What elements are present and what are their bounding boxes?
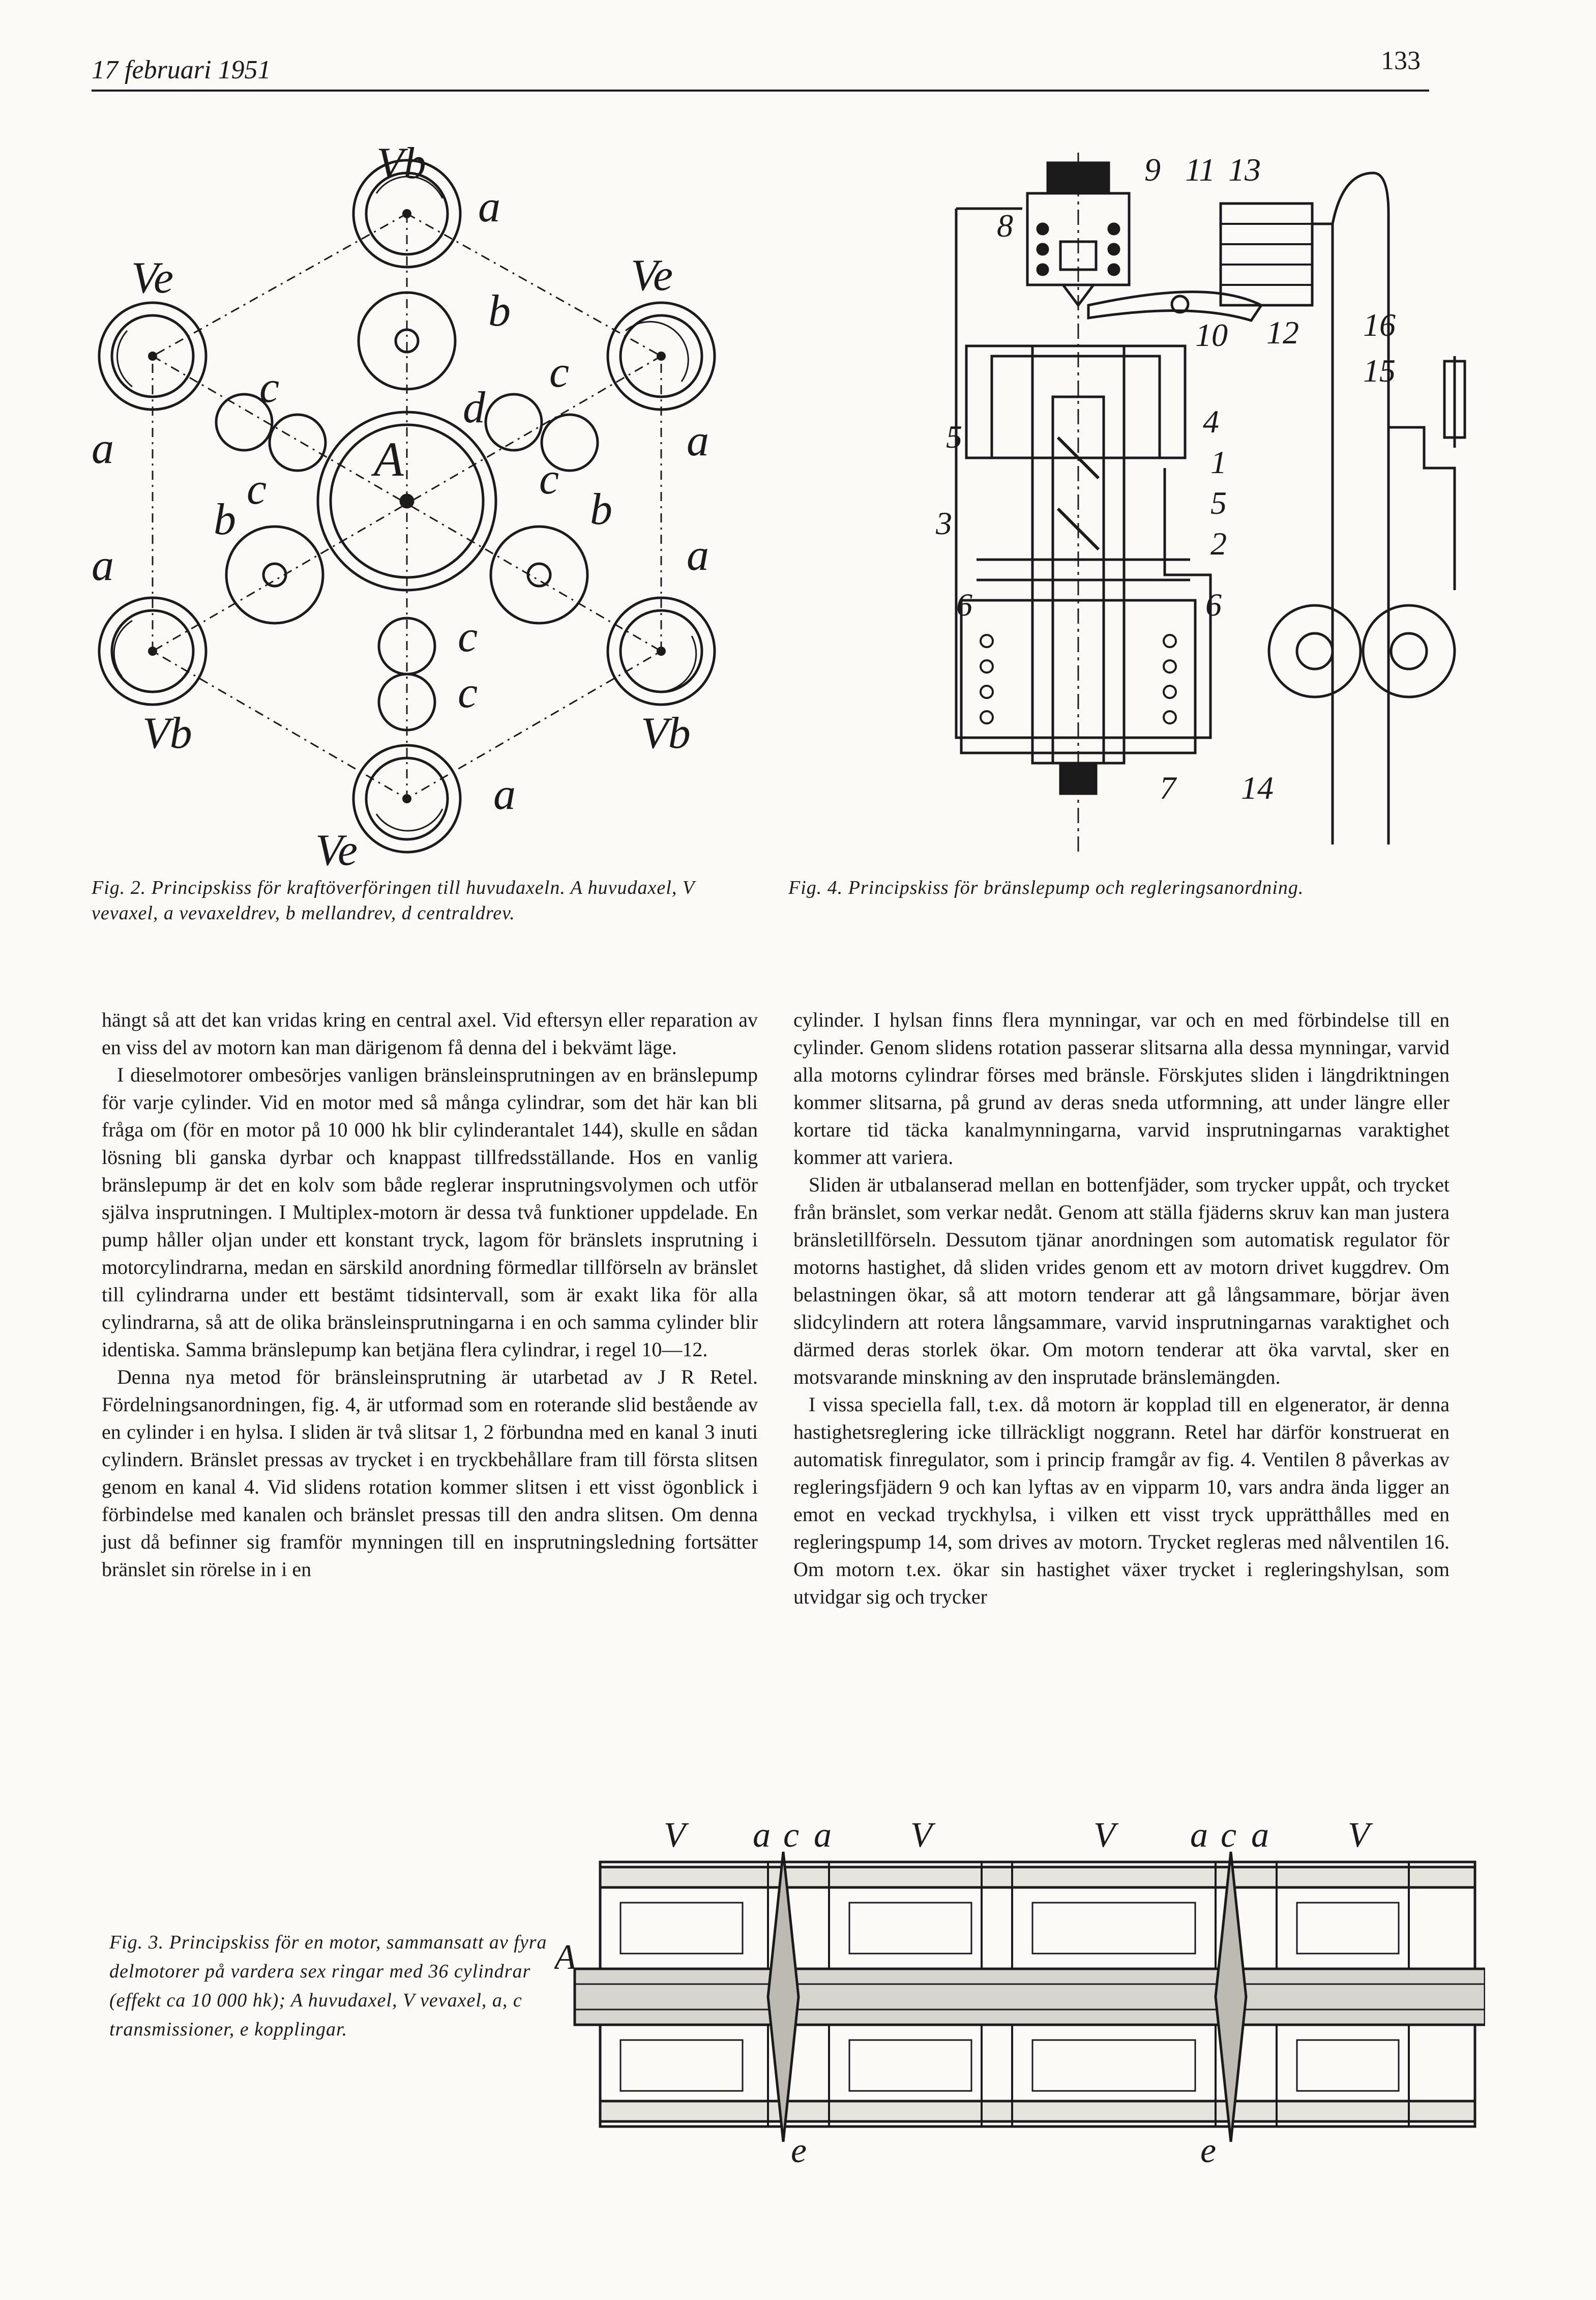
- header-rule: [92, 90, 1429, 92]
- fig2-label-a-left: a: [92, 424, 114, 473]
- fig3-label-c-2: c: [1221, 1821, 1237, 1855]
- fig3-label-e-2: e: [1200, 2131, 1217, 2167]
- fig2-label-c-center-upper: c: [458, 612, 478, 661]
- fig4-label-15: 15: [1363, 353, 1396, 389]
- fig4-label-10: 10: [1195, 317, 1228, 353]
- fig3-label-v-2: V: [910, 1821, 932, 1855]
- fig2-label-d: d: [463, 383, 485, 432]
- fig3-label-a-3: a: [1190, 1821, 1208, 1855]
- fig4-label-12: 12: [1266, 314, 1299, 351]
- fig3-label-main-shaft: A: [554, 1938, 576, 1977]
- fig2-label-c-center-lower: c: [458, 668, 478, 717]
- fig3-label-e-1: e: [791, 2131, 807, 2167]
- fig2-label-c-right: c: [549, 347, 570, 397]
- fig4-label-7: 7: [1160, 770, 1176, 806]
- fig2-label-a-right: a: [687, 416, 709, 465]
- issue-date: 17 februari 1951: [92, 55, 271, 84]
- fig4-label-5-left: 5: [946, 419, 962, 455]
- fig4-label-6-right: 6: [1205, 587, 1222, 623]
- fig4-label-16: 16: [1363, 307, 1396, 343]
- fig4-label-13: 13: [1228, 152, 1261, 188]
- fig4-label-3: 3: [936, 505, 952, 541]
- fig4-label-11: 11: [1185, 152, 1216, 188]
- fig2-label-b-right: b: [590, 485, 612, 534]
- left-paragraph-2: I dieselmotorer ombesörjes vanligen bränsleinsprutningen av en bränslepump för varje cylinder. Vid en motor med så många cylindrar, som det här kan bli fråga om (för en motor på 10 000 hk blir cylinderantalet 144), skulle en sådan lösning bli ganska dyrbar och knappast tillfredsställande. Hos en vanlig bränslepump är det en kolv som både reglerar insprutningsvolymen och utför själva insprutningen. I Multiplex-motorn är dessa två funktioner uppdelade. En pump håller oljan under ett konstant tryck, lagom för bränslets insprutning i motorcylindrarna, medan en särskild anordning förmedlar tillförseln av bränslet till cylindrarna under ett bestämt tidsintervall, som är exakt lika för alla cylindrarna, så att de olika bränsleinsprutningarna i en och samma cylinder blir identiska. Samma bränslepump kan betjäna flera cylindrar, i regel 10—12.: [102, 1063, 758, 1361]
- fig2-label-vb-left: Vb: [142, 709, 192, 758]
- fig3-label-a-1: a: [753, 1821, 771, 1855]
- right-paragraph-3: I vissa speciella fall, t.ex. då motorn är kopplad till en elgenerator, är denna hastighetsreglering icke tillräckligt noggrann. Retel har därför konstruerat en automatisk finregulator, som i princip framgår av fig. 4. Ventilen 8 påverkas av regleringsfjädern 9 och kan lyftas av en vipparm 10, vars andra ända ligger an emot en veckad tryckhylsa, i vilken ett visst tryck upprätthålles med en regleringspump 14, som drives av motorn. Trycket regleras med nålventilen 16. Om motorn t.ex. ökar sin hastighet växer trycket i regleringshylsan, som utvidgar sig och trycker: [793, 1393, 1450, 1608]
- fig3-label-v-4: V: [1348, 1821, 1370, 1855]
- right-paragraph-2: Sliden är utbalanserad mellan en bottenfjäder, som trycker uppåt, och trycket från bränslet, som verkar nedåt. Genom att ställa fjäderns skruv kan man justera bränsletillförseln. Dessutom tjänar anordningen som automatisk regulator för motorns hastighet, då sliden vrides genom ett av motorn drivet kuggdrev. Om belastningen ökar, så att motorn tenderar att gå långsammare, börjar även slidcylindern att rotera långsammare, varvid insprutningarnas varaktighet och därmed deras storlek ökar. Om motorn tenderar att öka varvtal, sker en motsvarande minskning av den insprutade bränslemängden.: [793, 1173, 1450, 1388]
- fig2-label-a-lower-left: a: [92, 541, 114, 590]
- figure-4-caption: Fig. 4. Principskiss för bränslepump och regleringsanordning.: [788, 877, 1304, 898]
- figure-4-pump-diagram: [915, 142, 1470, 855]
- fig4-label-5-right: 5: [1210, 485, 1227, 521]
- fig3-label-c-1: c: [783, 1821, 800, 1855]
- fig4-label-9: 9: [1144, 152, 1161, 188]
- fig2-label-b-left: b: [214, 495, 236, 544]
- fig2-label-ve-left: Ve: [131, 253, 174, 303]
- page-number: 133: [1381, 46, 1421, 75]
- right-paragraph-1: cylinder. I hylsan finns flera mynningar, var och en med förbindelse till en cylinder. Genom slidens rotation passerar slitsarna alla dessa mynningar, varvid alla motorns cylindrar förses med bränsle. Förskjutes sliden i längdriktningen kommer slitsarna, på grund av deras sneda utformning, att under längre eller kortare tid täcka kanalmynningarna, varvid insprutningarnas varaktighet kommer att variera.: [793, 1008, 1450, 1169]
- fig2-label-a-top: a: [478, 182, 500, 231]
- fig2-label-c-mid-left: c: [247, 464, 267, 514]
- fig4-label-6-left: 6: [956, 587, 972, 623]
- fig3-label-v-3: V: [1093, 1821, 1115, 1855]
- fig3-label-a-2: a: [814, 1821, 832, 1855]
- fig2-label-ve-right: Ve: [631, 251, 673, 300]
- fig2-label-a-lower-right: a: [687, 531, 709, 580]
- fig3-label-a-4: a: [1251, 1821, 1269, 1855]
- fig4-label-8: 8: [997, 208, 1013, 244]
- fig4-label-2: 2: [1210, 526, 1227, 562]
- fig2-label-c-left: c: [259, 363, 280, 412]
- right-text-column: [793, 1006, 1450, 1611]
- left-text-column: [102, 1006, 758, 1583]
- fig2-label-c-mid-right: c: [539, 454, 559, 504]
- fig3-label-v-1: V: [664, 1821, 686, 1855]
- left-paragraph-1: hängt så att det kan vridas kring en central axel. Vid eftersyn eller reparation av en viss del av motorn kan man därigenom få denna del i bekvämt läge.: [102, 1008, 758, 1059]
- left-paragraph-3: Denna nya metod för bränsleinsprutning är utarbetad av J R Retel. Fördelningsanordningen, fig. 4, är utformad som en roterande slid bestående av en cylinder i en hylsa. I sliden är två slitsar 1, 2 förbundna med en kanal 3 inuti cylindern. Bränslet pressas av trycket i en tryckbehållare fram till första slitsen genom en kanal 4. Vid slidens rotation kommer slitsen i ett visst ögonblick i förbindelse med kanalen och bränslet pressas till den andra slitsen. Om denna just då befinner sig framför mynningen till en insprutningsledning fortsätter bränslet sin rörelse in i en: [102, 1365, 758, 1581]
- fig2-label-a-bottom: a: [493, 770, 516, 819]
- fig4-label-14: 14: [1241, 770, 1274, 806]
- fig4-label-4: 4: [1203, 403, 1219, 440]
- figure-3-engine-diagram: [554, 1821, 1485, 2167]
- figure-2-caption: Fig. 2. Principskiss för kraftöverföringen till huvudaxeln. A huvudaxel, V vevaxel, a vevaxeldrev, b mellandrev, d centraldrev.: [92, 877, 695, 924]
- fig2-label-vb-right: Vb: [641, 709, 691, 758]
- fig2-label-vb-top: Vb: [376, 139, 426, 188]
- figure-3-caption: Fig. 3. Principskiss för en motor, sammansatt av fyra delmotorer på vardera sex ringar med 36 cylindrar (effekt ca 10 000 hk); A huvudaxel, V vevaxel, a, c transmissioner, e kopplingar.: [109, 1932, 547, 2040]
- fig2-label-b-top: b: [488, 286, 511, 336]
- fig2-label-ve-bottom: Ve: [315, 826, 358, 870]
- fig4-label-1: 1: [1210, 444, 1227, 480]
- fig2-label-main-shaft: A: [374, 432, 404, 486]
- figure-2-gear-diagram: [92, 137, 763, 870]
